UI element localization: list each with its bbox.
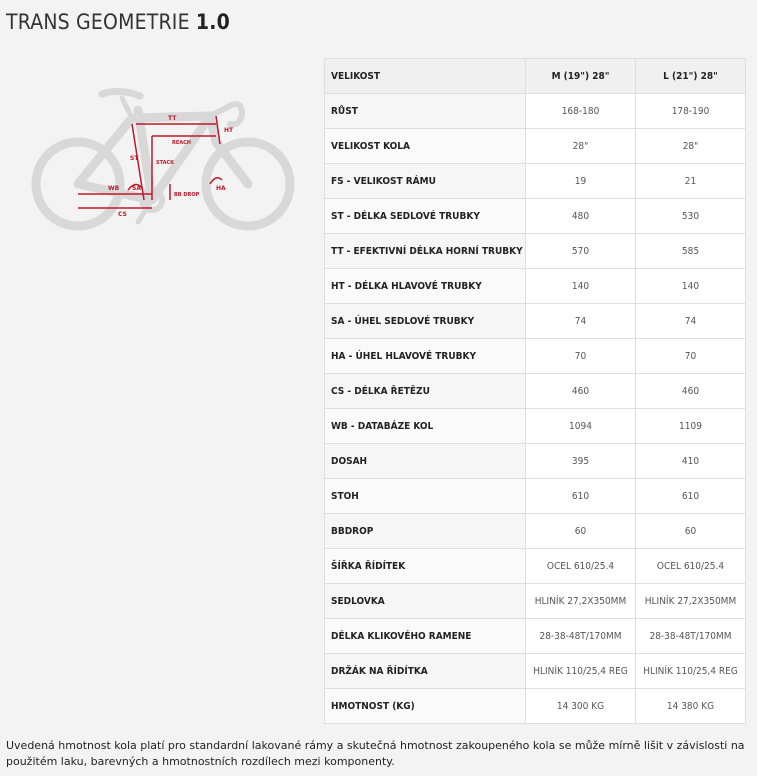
row-value-l: 460 bbox=[636, 374, 746, 409]
table-header-row bbox=[325, 59, 746, 94]
table-row bbox=[325, 479, 746, 514]
row-value-l: HLINÍK 110/25,4 REG bbox=[636, 654, 746, 689]
row-value-l: OCEL 610/25.4 bbox=[636, 549, 746, 584]
row-label: DRŽÁK NA ŘÍDÍTKA bbox=[325, 654, 526, 689]
table-row bbox=[325, 619, 746, 654]
table-row bbox=[325, 164, 746, 199]
row-label: STOH bbox=[325, 479, 526, 514]
label-ha: HA bbox=[216, 185, 226, 192]
row-label: TT - EFEKTIVNÍ DÉLKA HORNÍ TRUBKY bbox=[325, 234, 526, 269]
row-label: SEDLOVKA bbox=[325, 584, 526, 619]
table-row bbox=[325, 409, 746, 444]
label-ht: HT bbox=[224, 127, 234, 134]
table-row bbox=[325, 549, 746, 584]
row-value-m: 570 bbox=[526, 234, 636, 269]
table-row bbox=[325, 199, 746, 234]
row-value-m: 74 bbox=[526, 304, 636, 339]
row-value-l: 140 bbox=[636, 269, 746, 304]
header-label: VELIKOST bbox=[325, 59, 526, 94]
row-label: SA - ÚHEL SEDLOVÉ TRUBKY bbox=[325, 304, 526, 339]
row-label: RŮST bbox=[325, 94, 526, 129]
row-value-m: 480 bbox=[526, 199, 636, 234]
row-value-l: 28-38-48T/170MM bbox=[636, 619, 746, 654]
table-row bbox=[325, 584, 746, 619]
table-row bbox=[325, 339, 746, 374]
row-value-m: 395 bbox=[526, 444, 636, 479]
row-value-l: 410 bbox=[636, 444, 746, 479]
row-label: VELIKOST KOLA bbox=[325, 129, 526, 164]
table-row bbox=[325, 129, 746, 164]
title-main: TRANS GEOMETRIE bbox=[6, 10, 190, 34]
table-row bbox=[325, 444, 746, 479]
row-label: WB - DATABÁZE KOL bbox=[325, 409, 526, 444]
row-value-l: 70 bbox=[636, 339, 746, 374]
row-value-m: 19 bbox=[526, 164, 636, 199]
title-version: 1.0 bbox=[195, 10, 230, 34]
label-sa: SA bbox=[132, 185, 141, 192]
row-value-l: 1109 bbox=[636, 409, 746, 444]
row-value-m: 60 bbox=[526, 514, 636, 549]
row-value-l: 28" bbox=[636, 129, 746, 164]
row-value-m: OCEL 610/25.4 bbox=[526, 549, 636, 584]
table-row bbox=[325, 689, 746, 724]
row-value-l: 610 bbox=[636, 479, 746, 514]
row-label: ŠÍŘKA ŘÍDÍTEK bbox=[325, 549, 526, 584]
table-row bbox=[325, 269, 746, 304]
row-label: BBDROP bbox=[325, 514, 526, 549]
bike-geometry-diagram bbox=[20, 80, 320, 260]
table-row bbox=[325, 654, 746, 689]
row-value-l: HLINÍK 27,2X350MM bbox=[636, 584, 746, 619]
row-value-m: HLINÍK 27,2X350MM bbox=[526, 584, 636, 619]
row-label: HT - DÉLKA HLAVOVÉ TRUBKY bbox=[325, 269, 526, 304]
row-value-m: 460 bbox=[526, 374, 636, 409]
row-label: FS - VELIKOST RÁMU bbox=[325, 164, 526, 199]
row-value-m: HLINÍK 110/25,4 REG bbox=[526, 654, 636, 689]
row-value-l: 14 380 KG bbox=[636, 689, 746, 724]
header-size-m: M (19") 28" bbox=[526, 59, 636, 94]
table-row bbox=[325, 234, 746, 269]
row-value-l: 530 bbox=[636, 199, 746, 234]
geometry-table bbox=[324, 58, 746, 724]
header-size-l: L (21") 28" bbox=[636, 59, 746, 94]
weight-footnote: Uvedená hmotnost kola platí pro standardní lakované rámy a skutečná hmotnost zakoupeného kola se může mírně lišit v závislosti na použitém laku, barevných a hmotnostních rozdílech mezi komponenty. bbox=[6, 739, 745, 768]
label-cs: CS bbox=[118, 211, 127, 218]
row-label: HA - ÚHEL HLAVOVÉ TRUBKY bbox=[325, 339, 526, 374]
table-row bbox=[325, 94, 746, 129]
row-label: DOSAH bbox=[325, 444, 526, 479]
row-value-m: 14 300 KG bbox=[526, 689, 636, 724]
row-value-m: 168-180 bbox=[526, 94, 636, 129]
table-row bbox=[325, 304, 746, 339]
label-bb-drop: BB DROP bbox=[174, 192, 200, 198]
row-value-m: 70 bbox=[526, 339, 636, 374]
table-row bbox=[325, 514, 746, 549]
row-value-m: 140 bbox=[526, 269, 636, 304]
page-title bbox=[6, 10, 230, 34]
row-value-l: 60 bbox=[636, 514, 746, 549]
label-st: ST bbox=[130, 155, 139, 162]
row-value-l: 74 bbox=[636, 304, 746, 339]
row-value-m: 1094 bbox=[526, 409, 636, 444]
table-row bbox=[325, 374, 746, 409]
label-stack: STACK bbox=[156, 160, 175, 166]
row-label: ST - DÉLKA SEDLOVÉ TRUBKY bbox=[325, 199, 526, 234]
row-value-m: 28" bbox=[526, 129, 636, 164]
row-value-m: 28-38-48T/170MM bbox=[526, 619, 636, 654]
row-value-m: 610 bbox=[526, 479, 636, 514]
row-label: DÉLKA KLIKOVÉHO RAMENE bbox=[325, 619, 526, 654]
row-value-l: 21 bbox=[636, 164, 746, 199]
row-value-l: 585 bbox=[636, 234, 746, 269]
row-value-l: 178-190 bbox=[636, 94, 746, 129]
label-tt: TT bbox=[168, 115, 177, 122]
row-label: HMOTNOST (KG) bbox=[325, 689, 526, 724]
label-reach: REACH bbox=[172, 140, 191, 146]
label-wb: WB bbox=[108, 185, 120, 192]
row-label: CS - DÉLKA ŘETĚZU bbox=[325, 374, 526, 409]
